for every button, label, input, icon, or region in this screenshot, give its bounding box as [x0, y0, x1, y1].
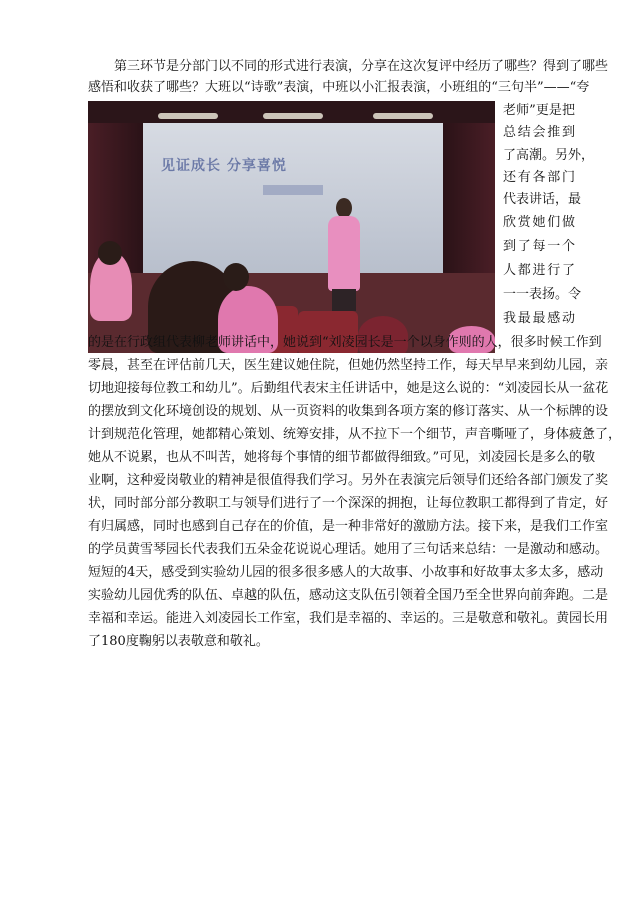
text-line: 状，同时部分部分教职工与领导们进行了一个深深的拥抱，让每位教职工都得到了肯定，好	[88, 496, 609, 511]
text-line: 还有各部门	[503, 170, 575, 185]
text-line: 代表讲话，最	[503, 192, 582, 207]
text-line: 一一表扬。令	[503, 287, 582, 302]
text-line: 到了每一个	[503, 239, 575, 254]
text-line: 人都进行了	[503, 263, 575, 278]
text-line: 欣赏她们做	[503, 215, 575, 230]
text-line: 她从不说累，也从不叫苦，她将每个事情的细节都做得细致。”可见，刘凌园长是多么的敬	[88, 450, 596, 465]
text-line: 幸福和幸运。能进入刘凌园长工作室，我们是幸福的、幸运的。三是敬意和敬礼。黄园长用	[88, 611, 609, 626]
text-line: 总结会推到	[503, 125, 575, 140]
text-line: 了180度鞠躬以表敬意和敬礼。	[88, 634, 269, 649]
text-line: 感悟和收获了哪些？大班以“诗歌”表演，中班以小汇报表演，小班组的“三句半”——“夸	[88, 80, 590, 95]
text-line: 老师”更是把	[503, 103, 575, 118]
text-line: 短短的4天，感受到实验幼儿园的很多很多感人的大故事、小故事和好故事太多太多，感动	[88, 565, 604, 580]
text-line: 业啊，这种爱岗敬业的精神是很值得我们学习。另外在表演完后领导们还给各部门颁发了奖	[88, 473, 609, 488]
screen-title: 见证成长 分享喜悦	[161, 158, 287, 174]
text-line: 了高潮。另外，	[503, 148, 595, 163]
text-line: 我最最感动	[503, 311, 575, 326]
text-line: 计到规范化管理，她都精心策划、统筹安排，从不拉下一个细节，声音嘶哑了，身体疲惫了，	[88, 427, 622, 442]
text-line: 的是在行政组代表柳老师讲话中，她说到“刘凌园长是一个以身作则的人，很多时候工作到	[88, 335, 602, 350]
text-line: 第三环节是分部门以不同的形式进行表演，分享在这次复评中经历了哪些？得到了哪些	[114, 59, 609, 74]
text-line: 的学员黄雪琴园长代表我们五朵金花说说心理话。她用了三句话来总结：一是激动和感动。	[88, 542, 609, 557]
text-line: 有归属感，同时也感到自己存在的价值，是一种非常好的激励方法。接下来，是我们工作室	[88, 519, 609, 534]
event-photo	[88, 101, 495, 353]
text-line: 的摆放到文化环境创设的规划、从一页资料的收集到各项方案的修订落实、从一个标牌的设	[88, 404, 609, 419]
projection-screen	[143, 123, 443, 273]
speaker-figure	[328, 216, 360, 291]
text-line: 实验幼儿园优秀的队伍、卓越的队伍，感动这支队伍引领着全国乃至全世界向前奔跑。二是	[88, 588, 609, 603]
text-line: 零晨，甚至在评估前几天，医生建议她住院，但她仍然坚持工作，每天早早来到幼儿园，亲	[88, 358, 609, 373]
text-line: 切地迎接每位教工和幼儿”。后勤组代表宋主任讲话中，她是这么说的：“刘凌园长从一盆花	[88, 381, 609, 396]
